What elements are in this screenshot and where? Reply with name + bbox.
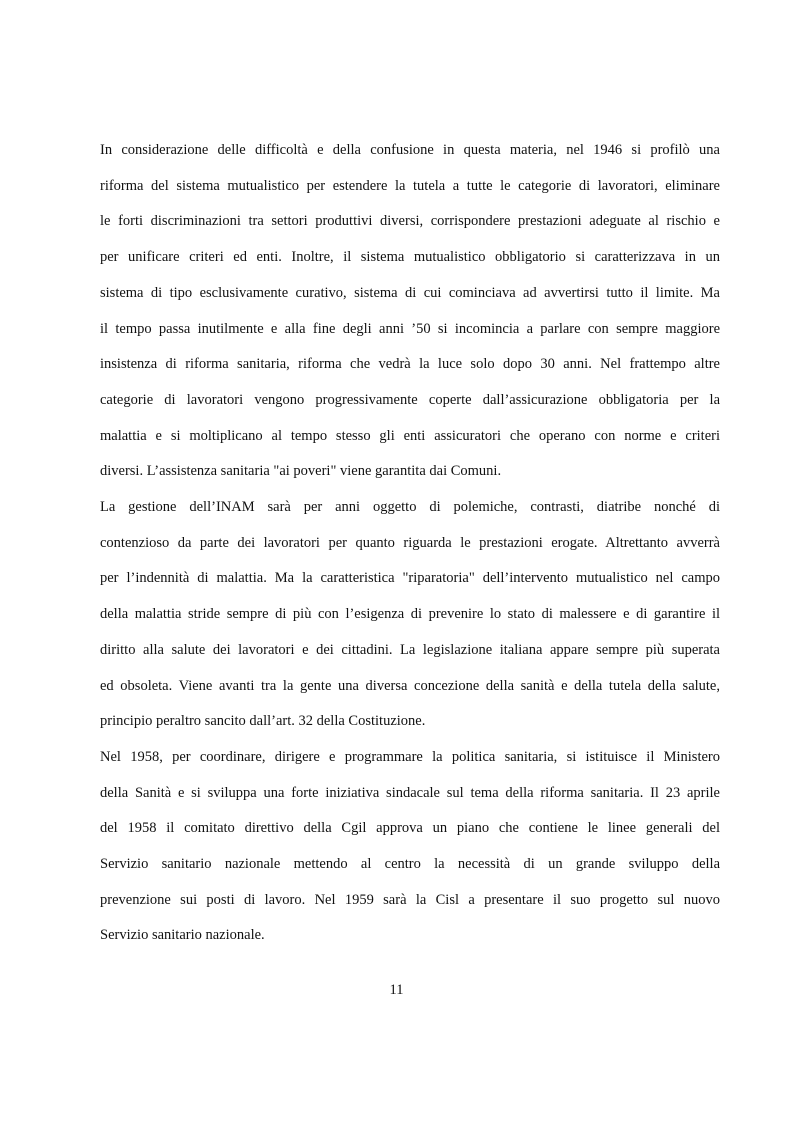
text-line: Servizio sanitario nazionale mettendo al centro la necessità di un grande sviluppo della [100, 856, 720, 873]
paragraph-2 [100, 490, 720, 740]
text-line: categorie di lavoratori vengono progressivamente coperte dall’assicurazione obbligatoria per la [100, 391, 720, 408]
text-line: contenzioso da parte dei lavoratori per quanto riguarda le prestazioni erogate. Altrettanto avverrà [100, 534, 720, 551]
text-line: principio peraltro sancito dall’art. 32 della Costituzione. [100, 713, 426, 730]
text-line: per unificare criteri ed enti. Inoltre, il sistema mutualistico obbligatorio si caratterizzava in un [100, 249, 720, 266]
paragraph-3 [100, 740, 720, 954]
text-line: sistema di tipo esclusivamente curativo, sistema di cui cominciava ad avvertirsi tutto il limite. Ma [100, 284, 720, 301]
text-line: della Sanità e si sviluppa una forte iniziativa sindacale sul tema della riforma sanitaria. Il 23 aprile [100, 784, 720, 801]
text-line: diversi. L’assistenza sanitaria "ai poveri" viene garantita dai Comuni. [100, 463, 502, 480]
text-line: le forti discriminazioni tra settori produttivi diversi, corrispondere prestazioni adeguate al rischio e [100, 213, 720, 230]
text-line: della malattia stride sempre di più con l’esigenza di prevenire lo stato di malessere e di garantire il [100, 606, 720, 623]
text-line: per l’indennità di malattia. Ma la caratteristica "riparatoria" dell’intervento mutualistico nel campo [100, 570, 720, 587]
text-line: insistenza di riforma sanitaria, riforma che vedrà la luce solo dopo 30 anni. Nel frattempo altre [100, 356, 720, 373]
paragraph-1 [100, 133, 720, 490]
text-line: il tempo passa inutilmente e alla fine degli anni ’50 si incomincia a parlare con sempre maggiore [100, 320, 720, 337]
text-line: Nel 1958, per coordinare, dirigere e programmare la politica sanitaria, si istituisce il Ministero [100, 748, 720, 765]
page-number: 11 [389, 982, 404, 998]
body-text [100, 133, 720, 954]
text-line: del 1958 il comitato direttivo della Cgil approva un piano che contiene le linee generali del [100, 820, 720, 837]
text-line: La gestione dell’INAM sarà per anni oggetto di polemiche, contrasti, diatribe nonché di [100, 499, 720, 516]
text-line: ed obsoleta. Viene avanti tra la gente una diversa concezione della sanità e della tutela della salute, [100, 677, 720, 694]
text-line: prevenzione sui posti di lavoro. Nel 1959 sarà la Cisl a presentare il suo progetto sul nuovo [100, 891, 720, 908]
text-line: malattia e si moltiplicano al tempo stesso gli enti assicuratori che operano con norme e criteri [100, 427, 720, 444]
text-line: riforma del sistema mutualistico per estendere la tutela a tutte le categorie di lavoratori, eliminare [100, 177, 720, 194]
text-line: In considerazione delle difficoltà e della confusione in questa materia, nel 1946 si profilò una [100, 142, 720, 158]
text-line: Servizio sanitario nazionale. [100, 927, 265, 944]
text-line: diritto alla salute dei lavoratori e dei cittadini. La legislazione italiana appare sempre più superata [100, 641, 720, 658]
